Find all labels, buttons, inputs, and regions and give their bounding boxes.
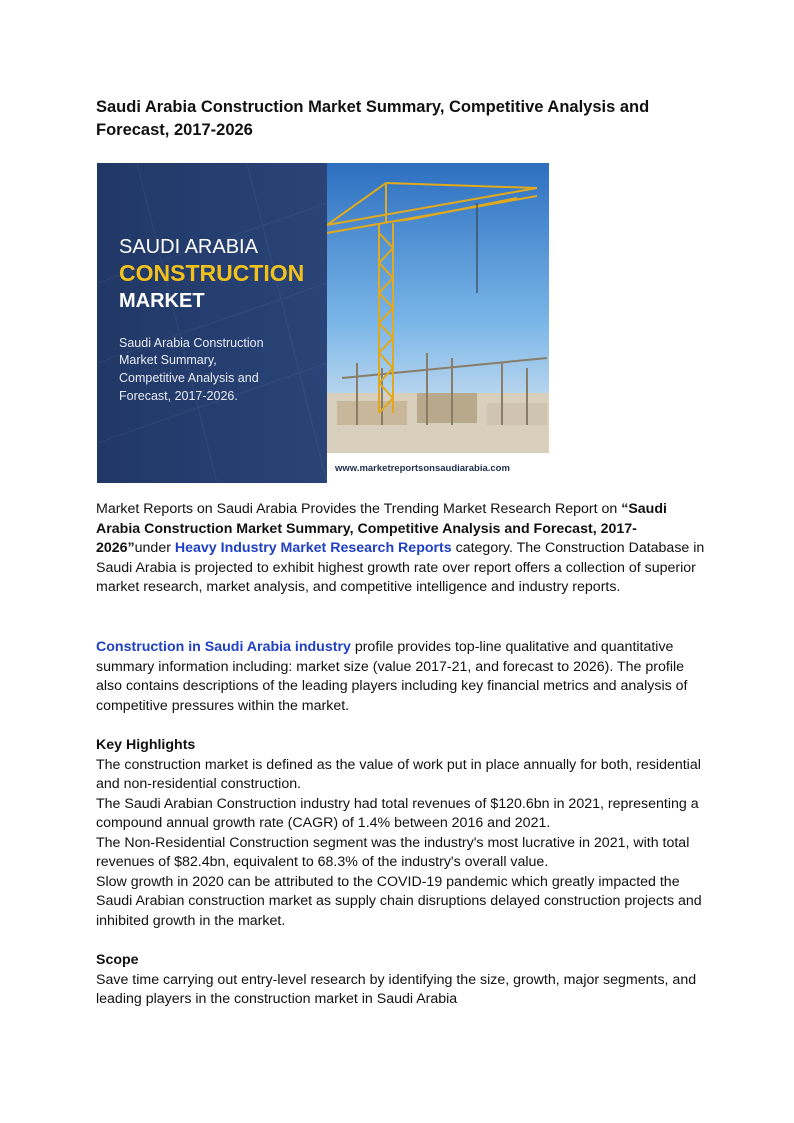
intro-paragraph	[96, 500, 706, 598]
banner-sub3: Competitive Analysis and	[119, 371, 259, 385]
banner-line2: CONSTRUCTION	[119, 260, 305, 286]
profile-text: profile provides top-line qualitative and quantitative summary information including: market size (value 2017-21, and forecast to 2026). The profile also contains descriptions of the leading players including key financial metrics and analysis of competitive pressures within the market.	[96, 639, 688, 714]
page-title: Saudi Arabia Construction Market Summary, Competitive Analysis and Forecast, 2017-2026	[96, 98, 650, 139]
banner-line3: MARKET	[119, 290, 205, 312]
scope-heading: Scope	[96, 952, 139, 968]
intro-text-end: category. The Construction Database in Saudi Arabia is projected to exhibit highest growth rate over report offers a collection of superior market research, market analysis, and competitive intelligence and industry reports.	[96, 540, 705, 595]
scope-section	[96, 951, 706, 1010]
profile-paragraph	[96, 638, 706, 716]
highlight-item: Slow growth in 2020 can be attributed to the COVID-19 pandemic which greatly impacted the Saudi Arabian construction market as supply chain disruptions delayed construction projects and inhibited growth in the market.	[96, 873, 702, 929]
banner-sub1: Saudi Arabia Construction	[119, 336, 264, 350]
banner-image	[97, 163, 549, 483]
key-highlights-heading: Key Highlights	[96, 737, 196, 753]
banner-sub4: Forecast, 2017-2026.	[119, 389, 238, 403]
highlight-item: The Non-Residential Construction segment was the industry's most lucrative in 2021, with total revenues of $82.4bn, equivalent to 68.3% of the industry's overall value.	[96, 834, 690, 870]
highlight-item: The construction market is defined as the value of work put in place annually for both, residential and non-residential construction.	[96, 756, 701, 792]
heavy-industry-link[interactable]: Heavy Industry Market Research Reports	[174, 540, 452, 556]
intro-under: under	[134, 540, 175, 556]
banner-sub2: Market Summary,	[119, 353, 217, 367]
intro-report-title: “Saudi Arabia Construction Market Summary, Competitive Analysis and Forecast, 2017-2026”	[96, 501, 667, 556]
key-highlights-section	[96, 736, 706, 931]
highlight-item: The Saudi Arabian Construction industry had total revenues of $120.6bn in 2021, representing a compound annual growth rate (CAGR) of 1.4% between 2016 and 2021.	[96, 795, 699, 831]
banner-url: www.marketreportsonsaudiarabia.com	[335, 463, 510, 474]
intro-text-start: Market Reports on Saudi Arabia Provides the Trending Market Research Report on	[96, 501, 622, 517]
construction-industry-link[interactable]: Construction in Saudi Arabia industry	[96, 639, 351, 655]
scope-text: Save time carrying out entry-level research by identifying the size, growth, major segments, and leading players in the construction market in Saudi Arabia	[96, 971, 697, 1007]
banner-line1: SAUDI ARABIA	[119, 236, 258, 258]
